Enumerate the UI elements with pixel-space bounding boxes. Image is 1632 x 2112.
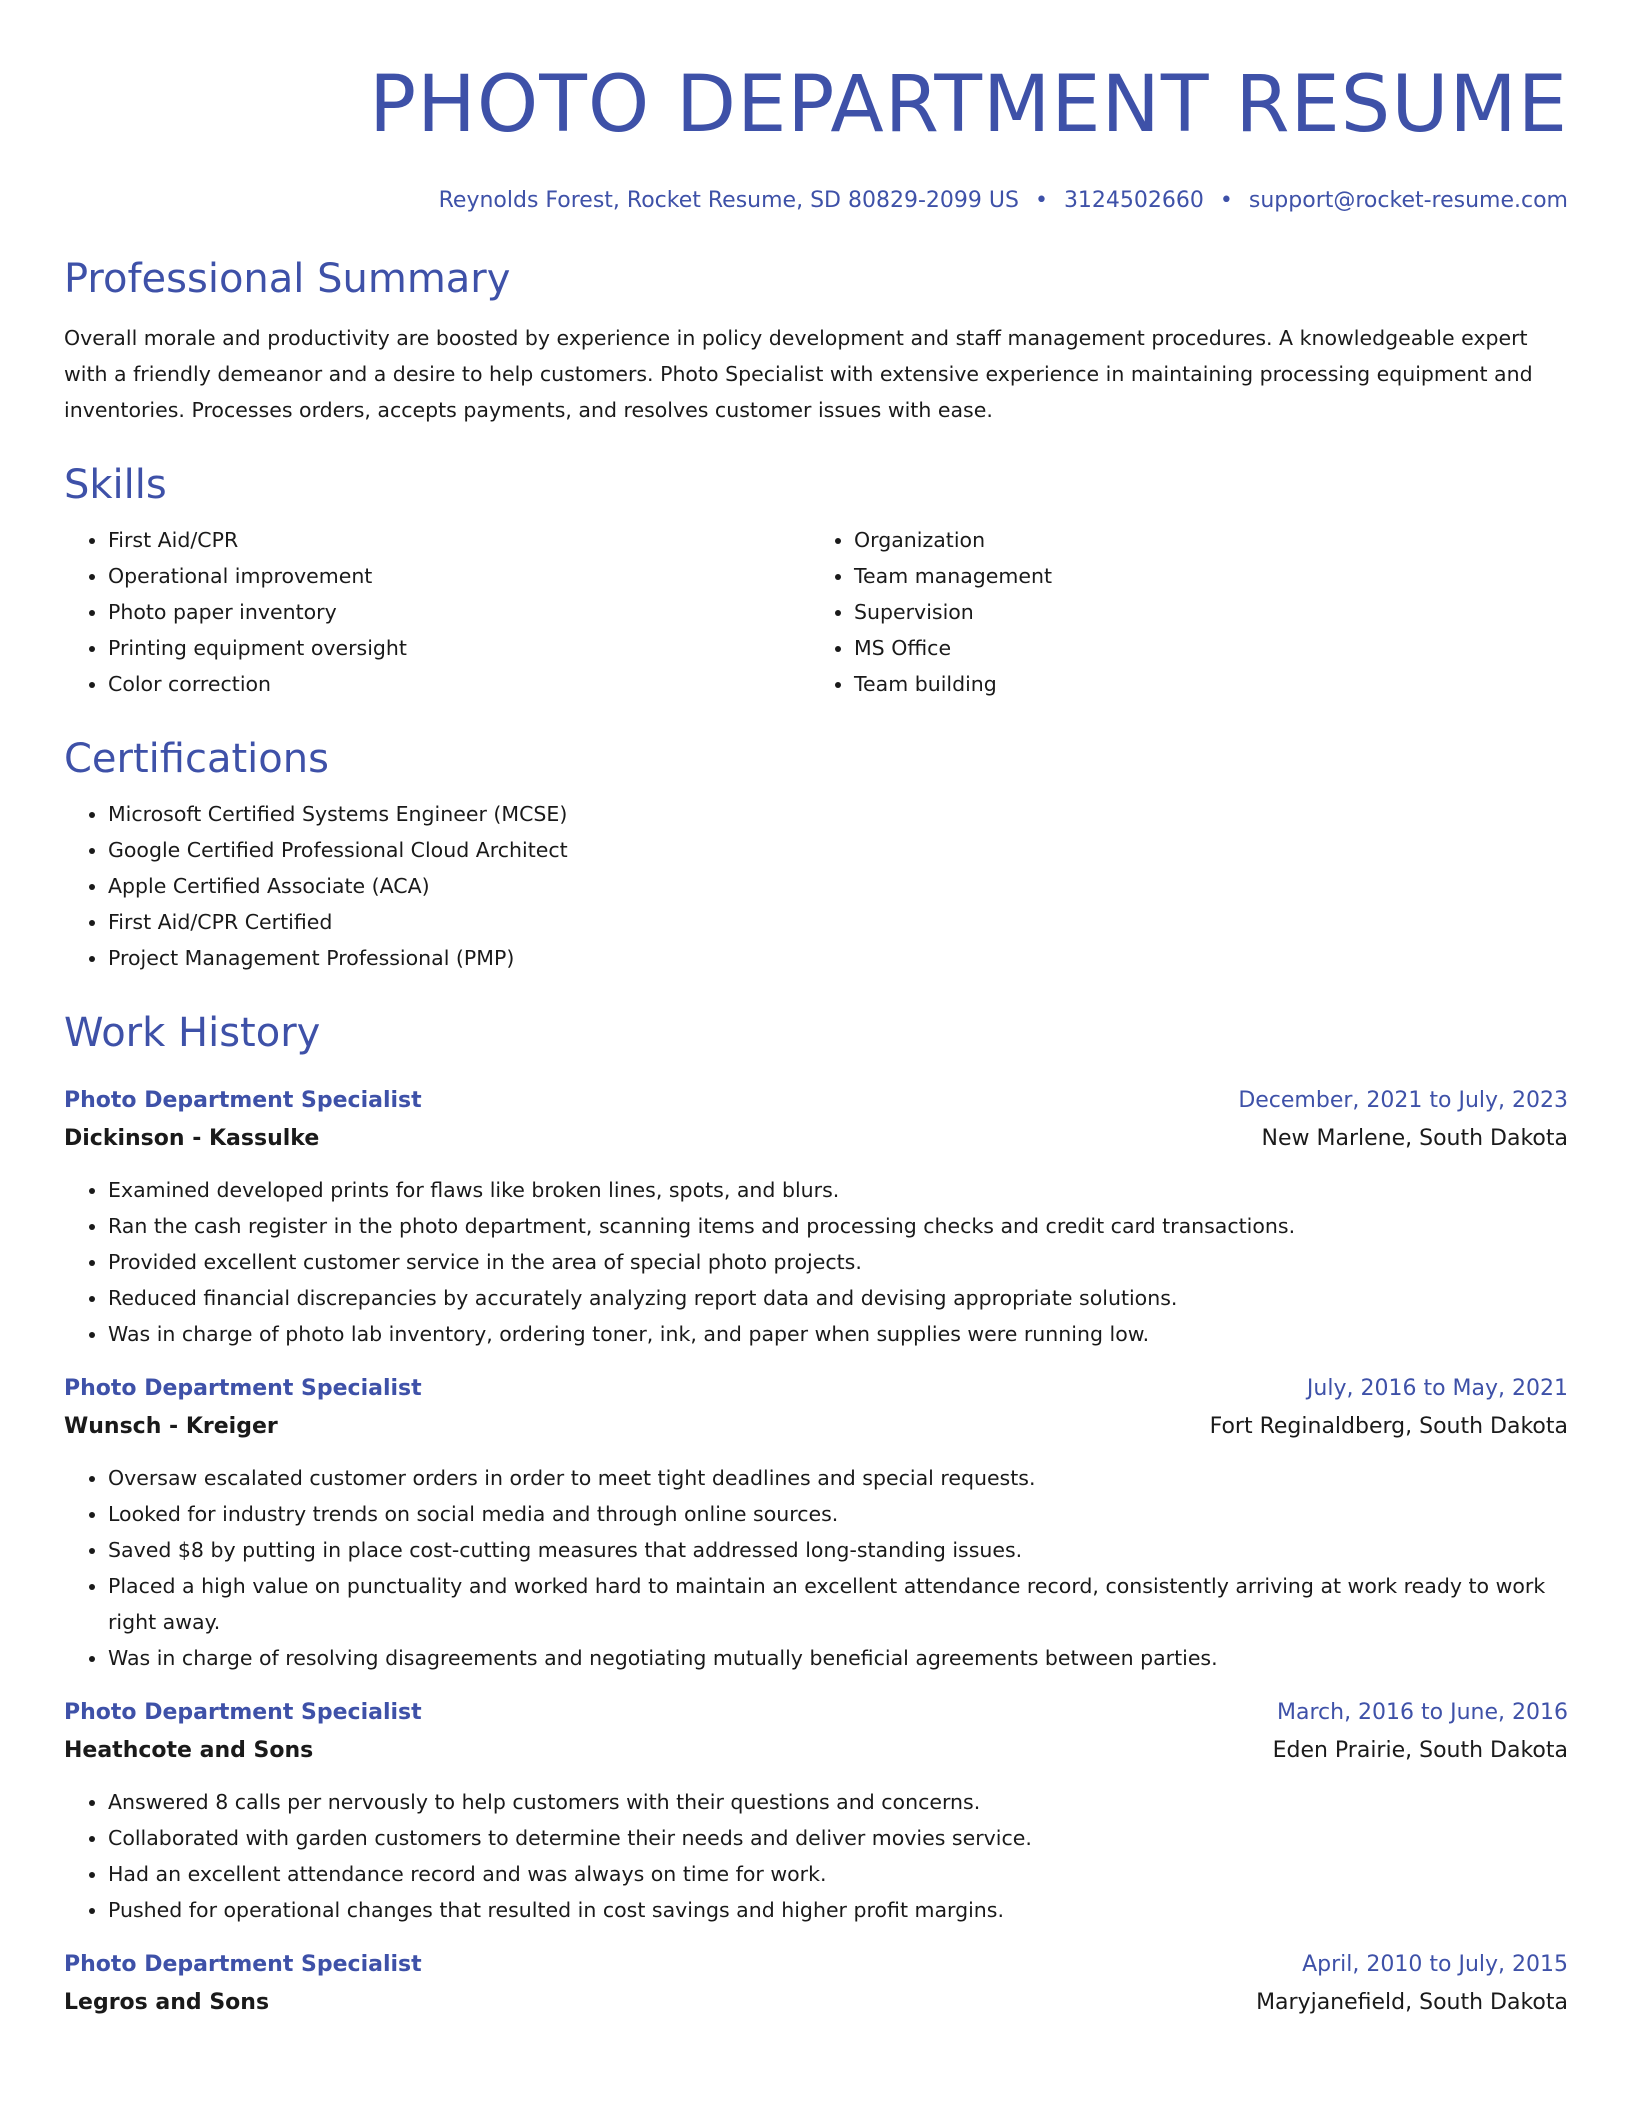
skill-item: • Organization bbox=[854, 522, 1568, 558]
job-bullet: • Reduced financial discrepancies by accurately analyzing report data and devising appropriate solutions. bbox=[108, 1280, 1568, 1316]
job-title: Photo Department Specialist bbox=[64, 1952, 422, 1977]
job-title: Photo Department Specialist bbox=[64, 1700, 422, 1725]
job-title-row bbox=[64, 1946, 1568, 1984]
job-title-row bbox=[64, 1082, 1568, 1120]
job-entry bbox=[64, 1946, 1568, 2022]
skill-item: • First Aid/CPR bbox=[108, 522, 822, 558]
certifications-section bbox=[64, 732, 1568, 976]
job-entry bbox=[64, 1370, 1568, 1676]
skills-heading: Skills bbox=[64, 462, 167, 508]
certification-item: • Google Certified Professional Cloud Architect bbox=[108, 832, 1568, 868]
job-bullet: • Ran the cash register in the photo department, scanning items and processing checks and credit card transactions. bbox=[108, 1208, 1568, 1244]
job-company-row bbox=[64, 1732, 1568, 1770]
certification-item: • Microsoft Certified Systems Engineer (MCSE) bbox=[108, 796, 1568, 832]
job-dates: December, 2021 to July, 2023 bbox=[1238, 1088, 1568, 1113]
job-bullet: • Saved $8 by putting in place cost-cutting measures that addressed long-standing issues. bbox=[108, 1532, 1568, 1568]
job-bullet: • Collaborated with garden customers to determine their needs and deliver movies service. bbox=[108, 1820, 1568, 1856]
resume-title: PHOTO DEPARTMENT RESUME bbox=[369, 60, 1568, 150]
contact-address: Reynolds Forest, Rocket Resume, SD 80829-2099 US bbox=[438, 188, 1019, 213]
job-location: Maryjanefield, South Dakota bbox=[1256, 1990, 1568, 2015]
certification-item: • First Aid/CPR Certified bbox=[108, 904, 1568, 940]
job-bullets bbox=[64, 1172, 1568, 1352]
contact-line bbox=[64, 186, 1568, 216]
job-company-row bbox=[64, 1408, 1568, 1446]
job-bullet: • Was in charge of resolving disagreements and negotiating mutually beneficial agreements between parties. bbox=[108, 1640, 1568, 1676]
job-company: Wunsch - Kreiger bbox=[64, 1414, 278, 1439]
job-company-row bbox=[64, 1984, 1568, 2022]
skills-list-left bbox=[64, 522, 822, 702]
job-bullet: • Placed a high value on punctuality and worked hard to maintain an excellent attendance record, consistently arriving at work ready to work right away. bbox=[108, 1568, 1568, 1640]
certification-item: • Apple Certified Associate (ACA) bbox=[108, 868, 1568, 904]
job-entry bbox=[64, 1694, 1568, 1928]
job-company: Dickinson - Kassulke bbox=[64, 1126, 320, 1151]
job-bullet: • Provided excellent customer service in the area of special photo projects. bbox=[108, 1244, 1568, 1280]
job-company-row bbox=[64, 1120, 1568, 1158]
job-bullet: • Looked for industry trends on social media and through online sources. bbox=[108, 1496, 1568, 1532]
skill-item: • Color correction bbox=[108, 666, 822, 702]
job-title: Photo Department Specialist bbox=[64, 1376, 422, 1401]
work-history-section bbox=[64, 1006, 1568, 2022]
skill-item: • Team management bbox=[854, 558, 1568, 594]
job-bullet: • Was in charge of photo lab inventory, ordering toner, ink, and paper when supplies were running low. bbox=[108, 1316, 1568, 1352]
skills-grid bbox=[64, 512, 1568, 702]
certification-item: • Project Management Professional (PMP) bbox=[108, 940, 1568, 976]
job-bullet: • Answered 8 calls per nervously to help customers with their questions and concerns. bbox=[108, 1784, 1568, 1820]
skill-item: • MS Office bbox=[854, 630, 1568, 666]
contact-separator: • bbox=[1219, 188, 1233, 213]
contact-email: support@rocket-resume.com bbox=[1248, 188, 1568, 213]
skills-list-right bbox=[822, 522, 1568, 702]
job-company: Legros and Sons bbox=[64, 1990, 270, 2015]
job-bullet: • Pushed for operational changes that resulted in cost savings and higher profit margins. bbox=[108, 1892, 1568, 1928]
skills-section bbox=[64, 458, 1568, 702]
certifications-list bbox=[64, 796, 1568, 976]
skill-item: • Supervision bbox=[854, 594, 1568, 630]
job-title: Photo Department Specialist bbox=[64, 1088, 422, 1113]
job-title-row bbox=[64, 1694, 1568, 1732]
contact-separator: • bbox=[1034, 188, 1048, 213]
job-dates: March, 2016 to June, 2016 bbox=[1277, 1700, 1568, 1725]
job-location: New Marlene, South Dakota bbox=[1261, 1126, 1568, 1151]
job-bullets bbox=[64, 1460, 1568, 1676]
job-bullet: • Examined developed prints for flaws like broken lines, spots, and blurs. bbox=[108, 1172, 1568, 1208]
job-entry bbox=[64, 1082, 1568, 1352]
job-location: Fort Reginaldberg, South Dakota bbox=[1209, 1414, 1568, 1439]
skill-item: • Printing equipment oversight bbox=[108, 630, 822, 666]
job-location: Eden Prairie, South Dakota bbox=[1272, 1738, 1568, 1763]
job-title-row bbox=[64, 1370, 1568, 1408]
summary-heading: Professional Summary bbox=[64, 256, 511, 302]
job-dates: April, 2010 to July, 2015 bbox=[1302, 1952, 1568, 1977]
work-history-heading: Work History bbox=[64, 1010, 321, 1056]
job-bullet: • Had an excellent attendance record and was always on time for work. bbox=[108, 1856, 1568, 1892]
skill-item: • Photo paper inventory bbox=[108, 594, 822, 630]
job-bullet: • Oversaw escalated customer orders in order to meet tight deadlines and special requests. bbox=[108, 1460, 1568, 1496]
job-bullets bbox=[64, 1784, 1568, 1928]
contact-phone: 3124502660 bbox=[1063, 188, 1204, 213]
job-dates: July, 2016 to May, 2021 bbox=[1306, 1376, 1568, 1401]
job-company: Heathcote and Sons bbox=[64, 1738, 314, 1763]
skill-item: • Operational improvement bbox=[108, 558, 822, 594]
certifications-heading: Certifications bbox=[64, 736, 329, 782]
skill-item: • Team building bbox=[854, 666, 1568, 702]
summary-text: Overall morale and productivity are boosted by experience in policy development and staff management procedures. A knowledgeable expert with a friendly demeanor and a desire to help customers. Photo Specialist with extensive experience in maintaining processing equipment and inventories. Processes orders, accepts payments, and resolves customer issues with ease. bbox=[64, 326, 1533, 422]
